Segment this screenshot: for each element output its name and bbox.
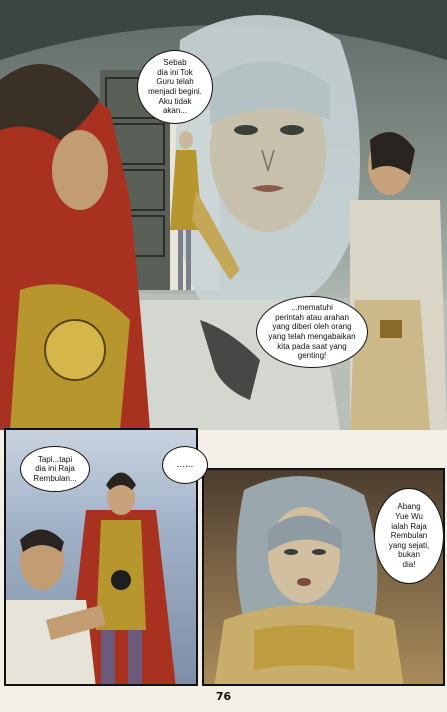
page-number: 76 (215, 690, 232, 703)
speech-bubble-top-left (137, 50, 213, 124)
speech-bubble-top-right (256, 296, 368, 368)
speech-text-top-left: Sebab dia ini Tok Guru telah menjadi begini. Aku tidak akan... (148, 58, 202, 116)
speech-bubble-bottom-right (374, 488, 444, 584)
speech-bubble-bottom-left (20, 446, 90, 492)
speech-text-bottom-right: Abang Yue Wu ialah Raja Rembulan yang sejati, bukan dia! (388, 502, 430, 569)
man-right (350, 132, 447, 430)
woman-portrait (214, 476, 404, 686)
panel-bottom-right (202, 468, 445, 686)
speech-text-ellipsis: ...... (176, 459, 194, 470)
speech-bubble-ellipsis (162, 446, 208, 484)
woman-face-large (175, 15, 360, 300)
speech-text-bottom-left: Tapi...tapi dia ini Raja Rembulan... (33, 454, 77, 483)
speech-text-top-right: ...mematuhi perintah atau arahan yang diberi oleh orang yang telah mengabaikan kita pada saat yang genting! (268, 303, 356, 361)
